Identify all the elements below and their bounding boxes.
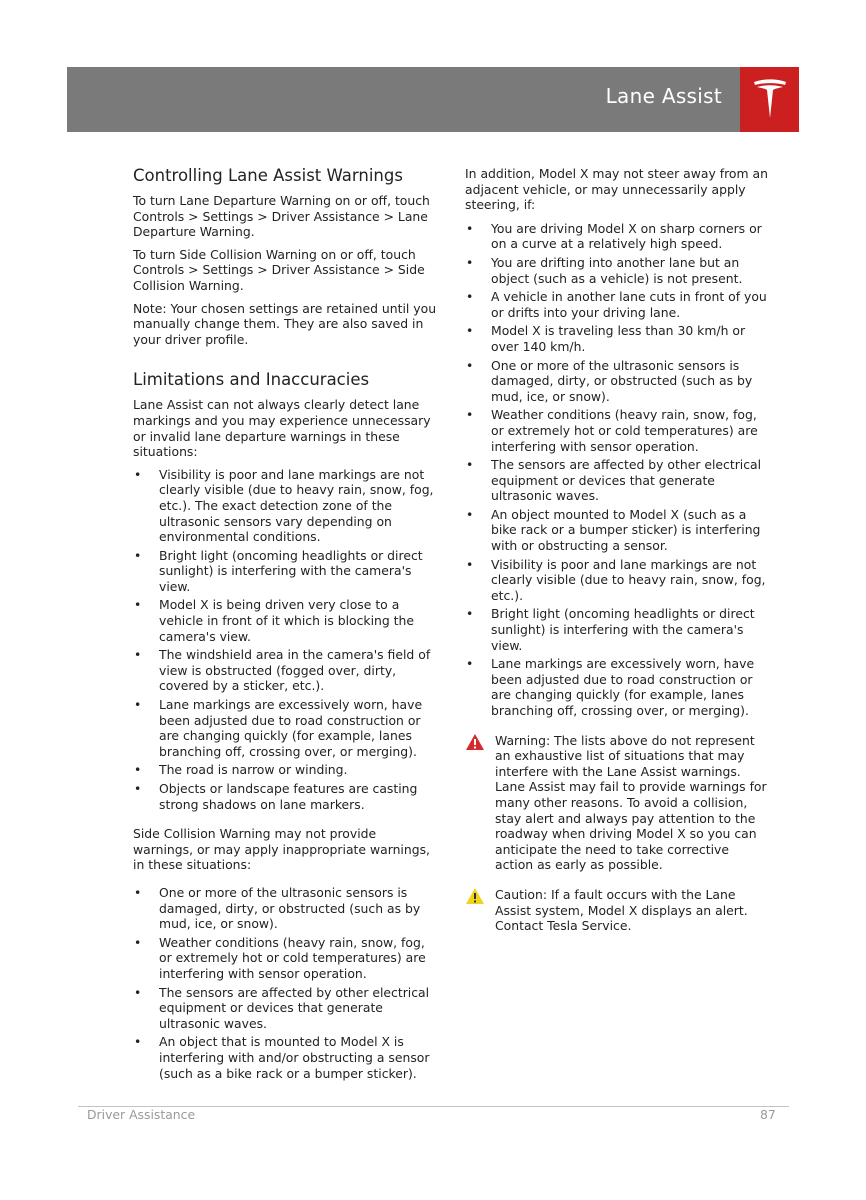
bullet-list — [133, 885, 438, 1081]
list-item: • One or more of the ultrasonic sensors is damaged, dirty, or obstructed (such as by mud, ice, or snow). — [466, 357, 753, 404]
caution-icon — [465, 887, 485, 909]
note-paragraph: Note: Your chosen settings are retained until you manually change them. They are also saved in your driver profile. — [133, 300, 437, 347]
list-item: • A vehicle in another lane cuts in front of you or drifts into your driving lane. — [466, 289, 767, 320]
paragraph: Side Collision Warning may not provide warnings, or may apply inappropriate warnings, in these situations: — [133, 826, 430, 873]
left-column — [133, 165, 438, 1089]
page-title: Lane Assist — [605, 84, 722, 108]
section-heading: Limitations and Inaccuracies — [133, 370, 370, 390]
list-item: • Bright light (oncoming headlights or direct sunlight) is interfering with the camera's view. — [466, 606, 755, 653]
list-item: • The sensors are affected by other electrical equipment or devices that generate ultrasonic waves. — [134, 984, 430, 1031]
list-item: • Weather conditions (heavy rain, snow, fog, or extremely hot or cold temperatures) are interfering with sensor operation. — [466, 407, 758, 454]
paragraph: Lane Assist can not always clearly detect lane markings and you may experience unnecessary or invalid lane departure warnings in these situations: — [133, 397, 431, 460]
paragraph: To turn Lane Departure Warning on or off, touch Controls > Settings > Driver Assistance > Lane Departure Warning. — [133, 193, 430, 240]
list-item: • One or more of the ultrasonic sensors is damaged, dirty, or obstructed (such as by mud, ice, or snow). — [134, 884, 421, 932]
list-item: • Visibility is poor and lane markings are not clearly visible (due to heavy rain, snow, fog, etc.). — [466, 556, 766, 603]
tesla-logo — [740, 67, 799, 132]
list-item: • An object that is mounted to Model X is interfering with and/or obstructing a sensor (such as a bike rack or a bumper sticker). — [134, 1034, 430, 1081]
tesla-logo-icon — [753, 78, 787, 120]
list-item: • Model X is traveling less than 30 km/h or over 140 km/h. — [466, 323, 746, 354]
right-column — [465, 166, 770, 934]
warning-icon — [465, 733, 485, 755]
list-item: • The windshield area in the camera's field of view is obstructed (fogged over, dirty, covered by a sticker, etc.). — [134, 647, 431, 694]
list-item: • Weather conditions (heavy rain, snow, fog, or extremely hot or cold temperatures) are interfering with sensor operation. — [134, 934, 426, 981]
page-number: 87 — [760, 1107, 776, 1122]
list-item: • Bright light (oncoming headlights or direct sunlight) is interfering with the camera's view. — [134, 547, 423, 594]
bullet-list — [465, 221, 770, 719]
list-item: • Visibility is poor and lane markings are not clearly visible (due to heavy rain, snow, fog, etc.). The exact detection zone of the ultrasonic sensors vary depending on environmental conditions. — [134, 466, 434, 545]
list-item: • You are driving Model X on sharp corners or on a curve at a relatively high speed. — [466, 220, 762, 252]
warning-callout — [465, 733, 770, 873]
section-heading: Controlling Lane Assist Warnings — [133, 166, 403, 185]
caution-text: Caution: If a fault occurs with the Lane Assist system, Model X displays an alert. Contact Tesla Service. — [495, 886, 748, 934]
header-bar — [67, 67, 740, 132]
list-item: • Objects or landscape features are casting strong shadows on lane markers. — [134, 781, 418, 812]
list-item: • Lane markings are excessively worn, have been adjusted due to road construction or are changing quickly (for example, lanes branching off, crossing over, or merging). — [466, 656, 755, 718]
paragraph: In addition, Model X may not steer away from an adjacent vehicle, or may unnecessarily apply steering, if: — [465, 166, 768, 213]
caution-callout — [465, 887, 770, 934]
list-item: • An object mounted to Model X (such as a bike rack or a bumper sticker) is interfering with or obstructing a sensor. — [466, 506, 761, 554]
bullet-list — [133, 467, 438, 812]
list-item: • Lane markings are excessively worn, have been adjusted due to road construction or are changing quickly (for example, lanes branching off, crossing over, or merging). — [134, 697, 423, 759]
list-item: • Model X is being driven very close to a vehicle in front of it which is blocking the camera's view. — [134, 597, 415, 644]
warning-text: Warning: The lists above do not represent an exhaustive list of situations that may interfere with the Lane Assist warnings. Lane Assist may fail to provide warnings for many other reasons. To avoid a collision, stay alert and always pay attention to the roadway when driving Model X so you can anticipate the need to take corrective action as early as possible. — [495, 732, 767, 873]
list-item: • You are drifting into another lane but an object (such as a vehicle) is not present. — [466, 254, 743, 286]
paragraph: To turn Side Collision Warning on or off, touch Controls > Settings > Driver Assistance > Side Collision Warning. — [133, 246, 425, 293]
list-item: • The road is narrow or winding. — [134, 762, 348, 778]
list-item: • The sensors are affected by other electrical equipment or devices that generate ultrasonic waves. — [466, 457, 762, 504]
footer-section: Driver Assistance — [87, 1107, 196, 1122]
